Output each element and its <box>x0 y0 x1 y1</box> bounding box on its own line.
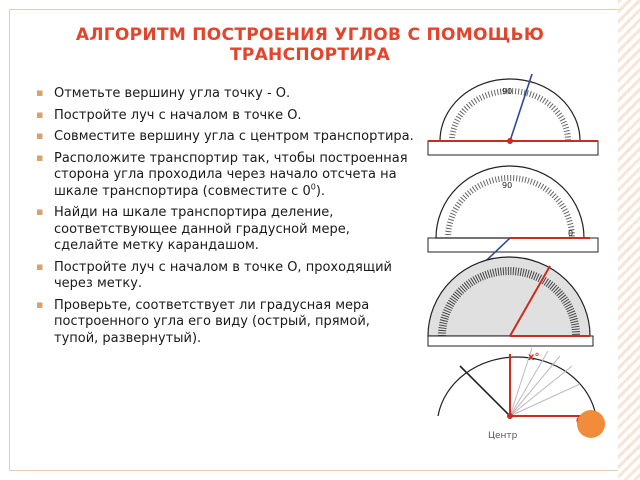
square-bullet-icon: ▪ <box>36 150 44 164</box>
center-label: Центр <box>488 431 518 441</box>
scale-label-90: 90 <box>502 181 513 190</box>
square-bullet-icon: ▪ <box>36 86 44 99</box>
scale-label-90: 90 <box>502 87 513 96</box>
list-item: ▪ Расположите транспортир так, чтобы построенная сторона угла проходила через начало отсчета на шкале транспортира (совместите с $0^0$). <box>36 150 408 199</box>
protractor-illustrations <box>400 66 600 446</box>
decorative-circle <box>577 410 605 438</box>
steps-list <box>36 86 416 352</box>
list-item: ▪ Отметьте вершину угла точку - О. <box>36 86 291 101</box>
square-bullet-icon: ▪ <box>36 297 44 311</box>
protractor-figure-3 <box>428 257 593 346</box>
protractor-figure-1 <box>428 74 598 155</box>
square-bullet-icon: ▪ <box>36 107 44 121</box>
list-item: ▪ Постройте луч с началом в точке О, проходящий через метку. <box>36 259 392 291</box>
square-bullet-icon: ▪ <box>36 205 44 218</box>
step-superscript: 0 <box>310 182 316 192</box>
square-bullet-icon: ▪ <box>36 129 44 142</box>
square-bullet-icon: ▪ <box>36 259 44 273</box>
angle-label-x: x° <box>528 352 540 363</box>
decorative-stripe <box>618 0 640 480</box>
list-item: ▪ Совместите вершину угла с центром транспортира. <box>36 129 414 144</box>
list-item: ▪ Постройте луч с началом в точке О. <box>36 107 302 123</box>
list-item: ▪ Найди на шкале транспортира деление, соответствующее данной градусной мере, сделайте метку карандашом. <box>36 205 350 253</box>
list-item: ▪ Проверьте, соответствует ли градусная мера построенного угла его виду (острый, прямой, тупой, развернутый). <box>36 297 370 346</box>
slide-title: АЛГОРИТМ ПОСТРОЕНИЯ УГЛОВ С ПОМОЩЬЮ ТРАНСПОРТИРА <box>75 25 545 65</box>
protractor-figure-4 <box>438 348 596 441</box>
scale-label-0: 0 <box>568 229 574 238</box>
